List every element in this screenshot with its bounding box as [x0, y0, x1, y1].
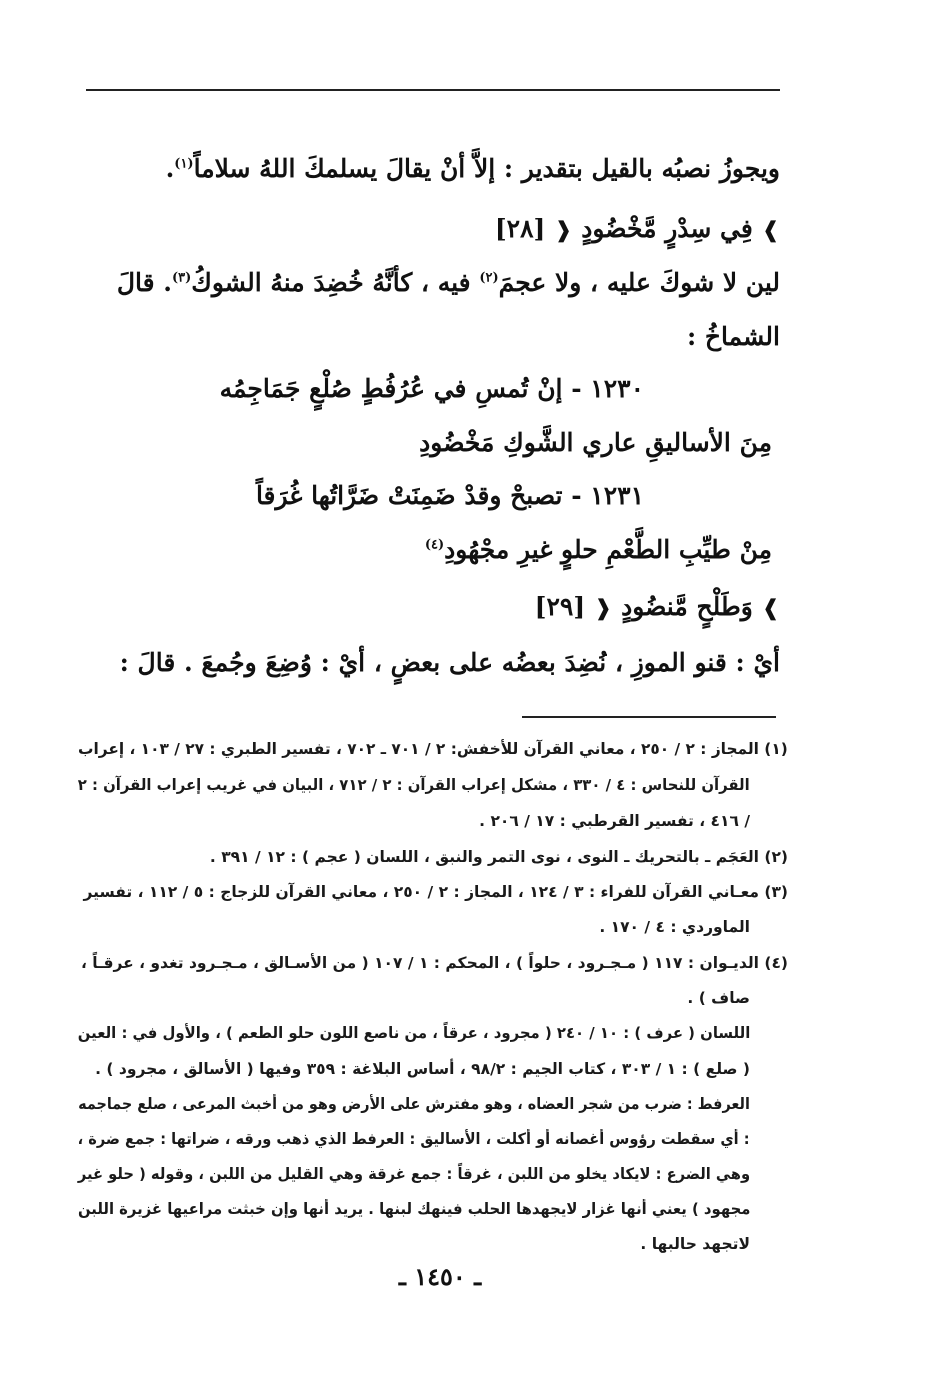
poem-1231-second-text: مِنْ طيِّبِ الطَّعْمِ حلوٍ غيرِ مجْهُودِ: [444, 535, 772, 564]
footnote-1-line-2: القرآن للنحاس : ٤ / ٣٣٠ ، مشكل إعراب القرآن : ٢ / ٧١٢ ، البيان في غريب إعراب القرآن : ٢: [77, 776, 750, 794]
verse-29-number: [٢٩]: [534, 592, 586, 621]
poem-1230-second-hemistich: مِنَ الأساليقِ عاري الشَّوكِ مَخْضُودِ: [419, 428, 772, 457]
ornament-open-icon: ❱: [761, 596, 780, 621]
footnote-4-line-9: لاتجهد حالبها .: [640, 1235, 750, 1253]
poem-1230-first-hemistich: ١٢٣٠ - إنْ تُمسِ في عُرُفُطٍ صُلْعٍ جَمَاجِمُه: [219, 374, 644, 403]
page-number: ـ ١٤٥٠ ـ: [398, 1262, 482, 1291]
poem-1231-second-hemistich: [425, 535, 772, 564]
footnote-2: (٢) العَجَم ـ بالتحريك ـ النوى ، نوى التمر والنبق ، اللسان ( عجم ) : ١٢ / ٣٩١ .: [209, 848, 788, 866]
footnote-separator: [522, 716, 776, 718]
body-line-3-a: لين لا شوكَ عليه ، ولا عجمَ: [498, 268, 780, 297]
verse-29-text: وَطَلْحٍ مَّنضُودٍ: [621, 592, 753, 621]
footnote-1-line-3: / ٤١٦ ، تفسير القرطبي : ١٧ / ٢٠٦ .: [479, 812, 750, 830]
footnote-4-line-8: مجهود ) يعني أنها غزار لايجهدها الحلب فينهك لبنها . يريد أنها وإن خبثت مراعيها غزيرة اللبن: [77, 1200, 750, 1218]
body-line-1: [166, 154, 780, 183]
footnote-4-line-7: وهي الضرع : لايكاد يخلو من اللبن ، غرقاً : جمع غرقة وهي القليل من اللبن ، وقوله ( حلو غير: [77, 1165, 750, 1183]
footnote-4-line-5: العرفط : ضرب من شجر العضاه ، وهو مفترش على الأرض وهو من أخبث المرعى ، صلع جماجمه: [78, 1095, 750, 1113]
footnote-4-line-2: صاف ) .: [687, 989, 750, 1007]
verse-28-text: فِي سِدْرٍ مَّخْضُودٍ: [581, 214, 753, 243]
footnote-1-line-1: (١) المجاز : ٢ / ٢٥٠ ، معاني القرآن للأخفش: ٢ / ٧٠١ ـ ٧٠٢ ، تفسير الطبري : ٢٧ / ١٠٣ ، إعراب: [78, 740, 788, 758]
body-line-4: الشماخُ :: [686, 322, 780, 351]
ornament-close-icon: ❰: [593, 596, 613, 621]
ornament-open-icon: ❱: [761, 218, 780, 243]
footnote-ref-4: (٤): [424, 537, 445, 553]
footnote-4-line-6: : أي سقطت رؤوس أغصانه أو أكلت ، الأساليق : العرفط الذي ذهب ورقه ، ضراتها : جمع ضرة ،: [78, 1130, 750, 1148]
ornament-close-icon: ❰: [554, 218, 573, 243]
body-line-1-text: ويجوزُ نصبُه بالقيل بتقدير : إلاَّ أنْ يقالَ يسلمكَ اللهُ سلاماً: [193, 154, 780, 183]
footnote-ref-2: (٢): [479, 270, 499, 286]
footnote-3-line-2: الماوردي : ٤ / ١٧٠ .: [599, 918, 750, 936]
footnote-3-line-1: (٣) معـاني القرآن للفراء : ٣ / ١٢٤ ، المجاز : ٢ / ٢٥٠ ، معاني القرآن للزجاج : ٥ / ١١٢ ، تفسير: [83, 883, 788, 901]
body-line-3-b: فيه ، كأنَّهُ خُضِدَ منهُ الشوكُ: [191, 268, 480, 297]
body-line-last: أيْ : قنو الموزِ ، نُضِدَ بعضُه على بعضٍ ، أيْ : وُضِعَ وجُمعَ . قالَ :: [119, 648, 780, 677]
verse-29: [535, 592, 780, 621]
footnote-4-line-3: اللسان ( عرف ) : ١٠ / ٢٤٠ ( مجرود ، عرقاً ، من ناصع اللون حلو الطعم ) ، والأول في : العين: [77, 1024, 750, 1042]
footnote-ref-3: (٣): [171, 270, 192, 286]
footnote-ref-1: (١): [174, 156, 194, 172]
verse-28: [495, 214, 780, 243]
poem-1231-first-hemistich: ١٢٣١ - تصبحْ وقدْ ضَمِنَتْ ضَرَّاتُها غُرَقاً: [255, 481, 644, 510]
verse-28-number: [٢٨]: [494, 214, 546, 243]
footnote-4-line-4: ( صلع ) : ١ / ٣٠٣ ، كتاب الجيم : ٩٨/٢ ، أساس البلاغة : ٣٥٩ وفيها ( الأسالق ، مجرود ) .: [95, 1060, 750, 1078]
body-line-3-c: . قالَ: [116, 268, 172, 297]
footnote-4-line-1: (٤) الديـوان : ١١٧ ( مـجـرود ، حلواً ) ، المحكم : ١ / ١٠٧ ( من الأسـالق ، مـجـرود تغدو ، عرقـاً ،: [80, 954, 788, 972]
header-rule: [86, 89, 780, 91]
body-line-1-end: .: [165, 154, 175, 183]
body-line-3: [117, 268, 780, 297]
